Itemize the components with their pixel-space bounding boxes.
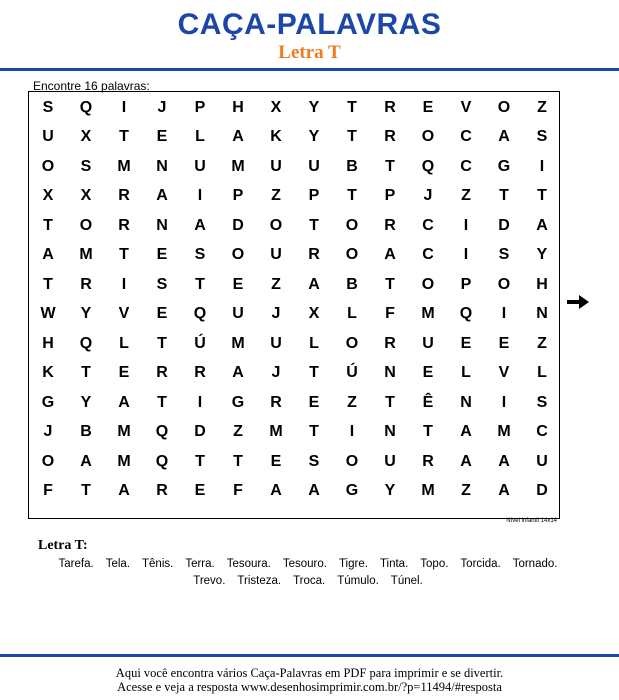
grid-row (29, 93, 561, 123)
grid-cell[interactable]: A (118, 393, 130, 411)
grid-cell[interactable]: R (80, 275, 92, 293)
grid-cell[interactable]: Y (80, 305, 92, 323)
grid-cell[interactable]: U (422, 334, 434, 352)
grid-cell[interactable]: D (194, 423, 206, 441)
grid-cell[interactable]: T (537, 187, 547, 205)
grid-row (29, 418, 561, 448)
level-note: Nível infantil 14x14 (506, 518, 557, 524)
grid-cell[interactable]: O (497, 275, 511, 293)
grid-cell[interactable]: B (346, 157, 358, 175)
grid-cell[interactable]: Z (233, 423, 243, 441)
grid-cell[interactable]: Z (271, 187, 281, 205)
grid-cell[interactable]: R (422, 452, 434, 470)
grid-cell[interactable]: X (80, 128, 92, 146)
grid-cell[interactable]: T (233, 452, 243, 470)
grid-cell[interactable]: S (80, 157, 92, 175)
grid-cell[interactable]: A (42, 246, 54, 264)
grid-cell[interactable]: E (460, 334, 472, 352)
grid-cell[interactable]: N (460, 393, 472, 411)
grid-cell[interactable]: T (81, 482, 91, 500)
grid-cell[interactable]: T (157, 334, 167, 352)
word-item: Tristeza. (237, 575, 282, 587)
grid-cell[interactable]: W (40, 305, 56, 323)
word-list-title: Letra T: (38, 538, 88, 553)
grid-cell[interactable]: C (422, 246, 434, 264)
grid-cell[interactable]: Q (421, 157, 435, 175)
grid-cell[interactable]: L (309, 334, 319, 352)
grid-cell[interactable]: O (41, 452, 55, 470)
grid-cell[interactable]: S (536, 393, 548, 411)
grid-cell[interactable]: L (461, 364, 471, 382)
grid-cell[interactable]: I (501, 393, 507, 411)
grid-cell[interactable]: F (233, 482, 243, 500)
grid-cell[interactable]: M (421, 482, 435, 500)
grid-cell[interactable]: T (195, 452, 205, 470)
grid-cell[interactable]: R (118, 187, 130, 205)
grid-cell[interactable]: A (498, 452, 510, 470)
grid-cell[interactable]: A (118, 482, 130, 500)
grid-cell[interactable]: O (269, 216, 283, 234)
word-item: Tesouro. (282, 558, 327, 570)
footer-line-1: Aqui você encontra vários Caça-Palavras em PDF para imprimir e se divertir. (115, 666, 504, 680)
grid-cell[interactable]: R (194, 364, 206, 382)
grid-cell[interactable]: M (269, 423, 283, 441)
grid-cell[interactable]: E (422, 98, 434, 116)
grid-cell[interactable]: T (43, 216, 53, 234)
grid-row (29, 329, 561, 359)
grid-cell[interactable]: J (423, 187, 433, 205)
grid-cell[interactable]: I (501, 305, 507, 323)
grid-cell[interactable]: A (460, 423, 472, 441)
grid-cell[interactable]: M (497, 423, 511, 441)
grid-cell[interactable]: Ú (346, 364, 358, 382)
bottom-divider (0, 654, 619, 657)
grid-cell[interactable]: I (463, 246, 469, 264)
grid-cell[interactable]: R (118, 216, 130, 234)
word-item: Trevo. (193, 575, 226, 587)
grid-cell[interactable]: O (497, 98, 511, 116)
grid-cell[interactable]: U (232, 305, 244, 323)
grid-row (29, 447, 561, 477)
grid-cell[interactable]: T (195, 275, 205, 293)
grid-cell[interactable]: X (42, 187, 54, 205)
grid-cell[interactable]: X (80, 187, 92, 205)
grid-row (29, 388, 561, 418)
grid-cell[interactable]: O (345, 246, 359, 264)
grid-cell[interactable]: G (345, 482, 359, 500)
grid-cell[interactable]: M (231, 157, 245, 175)
grid-cell[interactable]: B (346, 275, 358, 293)
grid-cell[interactable]: N (384, 364, 396, 382)
grid-cell[interactable]: Y (80, 393, 92, 411)
arrow-right-icon (567, 295, 589, 309)
grid-row (29, 182, 561, 212)
grid-cell[interactable]: O (421, 128, 435, 146)
grid-cell[interactable]: A (460, 452, 472, 470)
word-item: Tinta. (379, 558, 409, 570)
grid-cell[interactable]: Q (155, 452, 169, 470)
grid-cell[interactable]: M (117, 423, 131, 441)
grid-cell[interactable]: D (536, 482, 548, 500)
grid-row (29, 477, 561, 507)
grid-cell[interactable]: E (270, 452, 282, 470)
word-item: Tigre. (338, 558, 368, 570)
footer (0, 666, 619, 694)
instructions: Encontre 16 palavras: (33, 79, 150, 93)
word-item: Troca. (293, 575, 326, 587)
grid-cell[interactable]: O (345, 452, 359, 470)
grid-cell[interactable]: I (121, 98, 127, 116)
word-item: Tornado. (512, 558, 558, 570)
grid-cell[interactable]: R (384, 98, 396, 116)
grid-cell[interactable]: U (270, 246, 282, 264)
grid-row (29, 211, 561, 241)
grid-cell[interactable]: S (42, 98, 54, 116)
grid-cell[interactable]: I (121, 275, 127, 293)
grid-cell[interactable]: T (309, 423, 319, 441)
grid-cell[interactable]: O (231, 246, 245, 264)
grid-cell[interactable]: N (156, 216, 168, 234)
grid-cell[interactable]: Z (461, 482, 471, 500)
grid-cell[interactable]: R (156, 364, 168, 382)
grid-cell[interactable]: O (41, 157, 55, 175)
word-item: Torcida. (460, 558, 501, 570)
grid-cell[interactable]: A (498, 482, 510, 500)
grid-cell[interactable]: U (270, 334, 282, 352)
grid-cell[interactable]: T (347, 187, 357, 205)
grid-cell[interactable]: Q (193, 305, 207, 323)
grid-cell[interactable]: P (308, 187, 320, 205)
grid-cell[interactable]: Q (155, 423, 169, 441)
grid-cell[interactable]: O (421, 275, 435, 293)
grid-cell[interactable]: E (118, 364, 130, 382)
grid-cell[interactable]: Y (308, 98, 320, 116)
grid-cell[interactable]: C (460, 128, 472, 146)
grid-cell[interactable]: J (271, 364, 281, 382)
grid-cell[interactable]: H (42, 334, 54, 352)
grid-cell[interactable]: J (43, 423, 53, 441)
grid-cell[interactable]: S (194, 246, 206, 264)
grid-cell[interactable]: E (232, 275, 244, 293)
page-subtitle: Letra T (278, 42, 341, 63)
grid-cell[interactable]: A (384, 246, 396, 264)
grid-cell[interactable]: A (232, 364, 244, 382)
grid-cell[interactable]: F (43, 482, 53, 500)
grid-cell[interactable]: F (385, 305, 395, 323)
grid-cell[interactable]: G (231, 393, 245, 411)
word-item: Terra. (185, 558, 215, 570)
grid-cell[interactable]: M (79, 246, 93, 264)
grid-cell[interactable]: S (156, 275, 168, 293)
grid-cell[interactable]: T (157, 393, 167, 411)
grid-cell[interactable]: U (270, 157, 282, 175)
grid-cell[interactable]: H (536, 275, 548, 293)
grid-cell[interactable]: Q (79, 334, 93, 352)
grid-cell[interactable]: T (119, 246, 129, 264)
grid-cell[interactable]: A (308, 275, 320, 293)
grid-cell[interactable]: G (497, 157, 511, 175)
grid-cell[interactable]: C (460, 157, 472, 175)
grid-cell[interactable]: J (271, 305, 281, 323)
grid-cell[interactable]: K (270, 128, 282, 146)
grid-cell[interactable]: E (156, 128, 168, 146)
grid-cell[interactable]: Y (308, 128, 320, 146)
word-item: Túnel. (390, 575, 423, 587)
grid-cell[interactable]: A (308, 482, 320, 500)
grid-cell[interactable]: U (194, 157, 206, 175)
grid-cell[interactable]: Ê (422, 393, 434, 411)
grid-cell[interactable]: V (118, 305, 130, 323)
grid-cell[interactable]: P (384, 187, 396, 205)
grid-cell[interactable]: A (194, 216, 206, 234)
grid-cell[interactable]: R (384, 334, 396, 352)
grid-cell[interactable]: A (80, 452, 92, 470)
grid-cell[interactable]: E (308, 393, 320, 411)
word-item: Topo. (420, 558, 449, 570)
grid-cell[interactable]: X (308, 305, 320, 323)
grid-cell[interactable]: M (117, 157, 131, 175)
grid-cell[interactable]: A (536, 216, 548, 234)
grid-cell[interactable]: U (42, 128, 54, 146)
page-title: CAÇA-PALAVRAS (177, 8, 442, 41)
word-item: Tênis. (142, 558, 174, 570)
grid-cell[interactable]: C (536, 423, 548, 441)
grid-cell[interactable]: O (345, 216, 359, 234)
grid-cell[interactable]: J (157, 98, 167, 116)
grid-cell[interactable]: Z (461, 187, 471, 205)
grid-row (29, 152, 561, 182)
grid-cell[interactable]: S (308, 452, 320, 470)
grid-cell[interactable]: V (498, 364, 510, 382)
grid-row (29, 359, 561, 389)
word-item: Tela. (105, 558, 130, 570)
grid-cell[interactable]: R (384, 216, 396, 234)
grid-cell[interactable]: A (270, 482, 282, 500)
grid-cell[interactable]: M (421, 305, 435, 323)
grid-cell[interactable]: T (423, 423, 433, 441)
grid-cell[interactable]: E (498, 334, 510, 352)
footer-line-2: Acesse e veja a resposta www.desenhosimprimir.com.br/?p=11494/#resposta (117, 680, 502, 694)
grid-cell[interactable]: D (498, 216, 510, 234)
grid-row (29, 270, 561, 300)
grid-cell[interactable]: Q (459, 305, 473, 323)
grid-cell[interactable]: Ú (194, 334, 206, 352)
grid-cell[interactable]: M (117, 452, 131, 470)
grid-cell[interactable]: U (384, 452, 396, 470)
grid-cell[interactable]: I (197, 393, 203, 411)
grid-cell[interactable]: R (156, 482, 168, 500)
grid-cell[interactable]: T (499, 187, 509, 205)
grid-cell[interactable]: N (156, 157, 168, 175)
grid-cell[interactable]: A (498, 128, 510, 146)
grid-cell[interactable]: C (422, 216, 434, 234)
grid-cell[interactable]: I (349, 423, 355, 441)
grid-cell[interactable]: D (232, 216, 244, 234)
grid-cell[interactable]: O (345, 334, 359, 352)
grid-cell[interactable]: N (384, 423, 396, 441)
grid-cell[interactable]: N (536, 305, 548, 323)
grid-row (29, 300, 561, 330)
grid-cell[interactable]: T (347, 98, 357, 116)
grid-cell[interactable]: P (194, 98, 206, 116)
word-item: Tarefa. (58, 558, 94, 570)
grid-cell[interactable]: Y (384, 482, 396, 500)
grid-cell[interactable]: X (270, 98, 282, 116)
grid-cell[interactable]: I (463, 216, 469, 234)
grid-cell[interactable]: T (309, 216, 319, 234)
grid-cell[interactable]: T (309, 364, 319, 382)
grid-cell[interactable]: Z (537, 98, 547, 116)
grid-cell[interactable]: R (270, 393, 282, 411)
grid-cell[interactable]: Z (537, 334, 547, 352)
grid-cell[interactable]: I (539, 157, 545, 175)
grid-cell[interactable]: U (308, 157, 320, 175)
grid-cell[interactable]: L (537, 364, 547, 382)
word-list (28, 556, 588, 590)
grid-cell[interactable]: K (42, 364, 54, 382)
word-item: Tesoura. (226, 558, 271, 570)
grid-cell[interactable]: E (156, 305, 168, 323)
grid-cell[interactable]: T (81, 364, 91, 382)
grid-cell[interactable]: V (460, 98, 472, 116)
grid-cell[interactable]: H (232, 98, 244, 116)
grid-cell[interactable]: E (156, 246, 168, 264)
word-item: Túmulo. (337, 575, 379, 587)
grid-cell[interactable]: E (422, 364, 434, 382)
grid-cell[interactable]: S (536, 128, 548, 146)
grid-cell[interactable]: L (195, 128, 205, 146)
puzzle-grid (29, 93, 561, 506)
grid-cell[interactable]: S (498, 246, 510, 264)
grid-cell[interactable]: T (385, 157, 395, 175)
grid-cell[interactable]: E (194, 482, 206, 500)
grid-cell[interactable]: G (41, 393, 55, 411)
grid-cell[interactable]: Y (536, 246, 548, 264)
grid-cell[interactable]: R (308, 246, 320, 264)
grid-cell[interactable]: B (80, 423, 92, 441)
grid-cell[interactable]: I (197, 187, 203, 205)
grid-cell[interactable]: A (232, 128, 244, 146)
grid-cell[interactable]: Z (271, 275, 281, 293)
grid-cell[interactable]: O (79, 216, 93, 234)
grid-cell[interactable]: P (460, 275, 472, 293)
grid-cell[interactable]: T (347, 128, 357, 146)
grid-cell[interactable]: L (119, 334, 129, 352)
grid-cell[interactable]: L (347, 305, 357, 323)
grid-cell[interactable]: Q (79, 98, 93, 116)
grid-cell[interactable]: U (536, 452, 548, 470)
grid-cell[interactable]: R (384, 128, 396, 146)
grid-cell[interactable]: T (43, 275, 53, 293)
grid-cell[interactable]: T (385, 275, 395, 293)
top-divider (0, 68, 619, 71)
grid-cell[interactable]: P (232, 187, 244, 205)
grid-cell[interactable]: T (385, 393, 395, 411)
grid-cell[interactable]: M (231, 334, 245, 352)
grid-row (29, 241, 561, 271)
grid-cell[interactable]: Z (347, 393, 357, 411)
grid-cell[interactable]: A (156, 187, 168, 205)
grid-cell[interactable]: T (119, 128, 129, 146)
grid-row (29, 123, 561, 153)
